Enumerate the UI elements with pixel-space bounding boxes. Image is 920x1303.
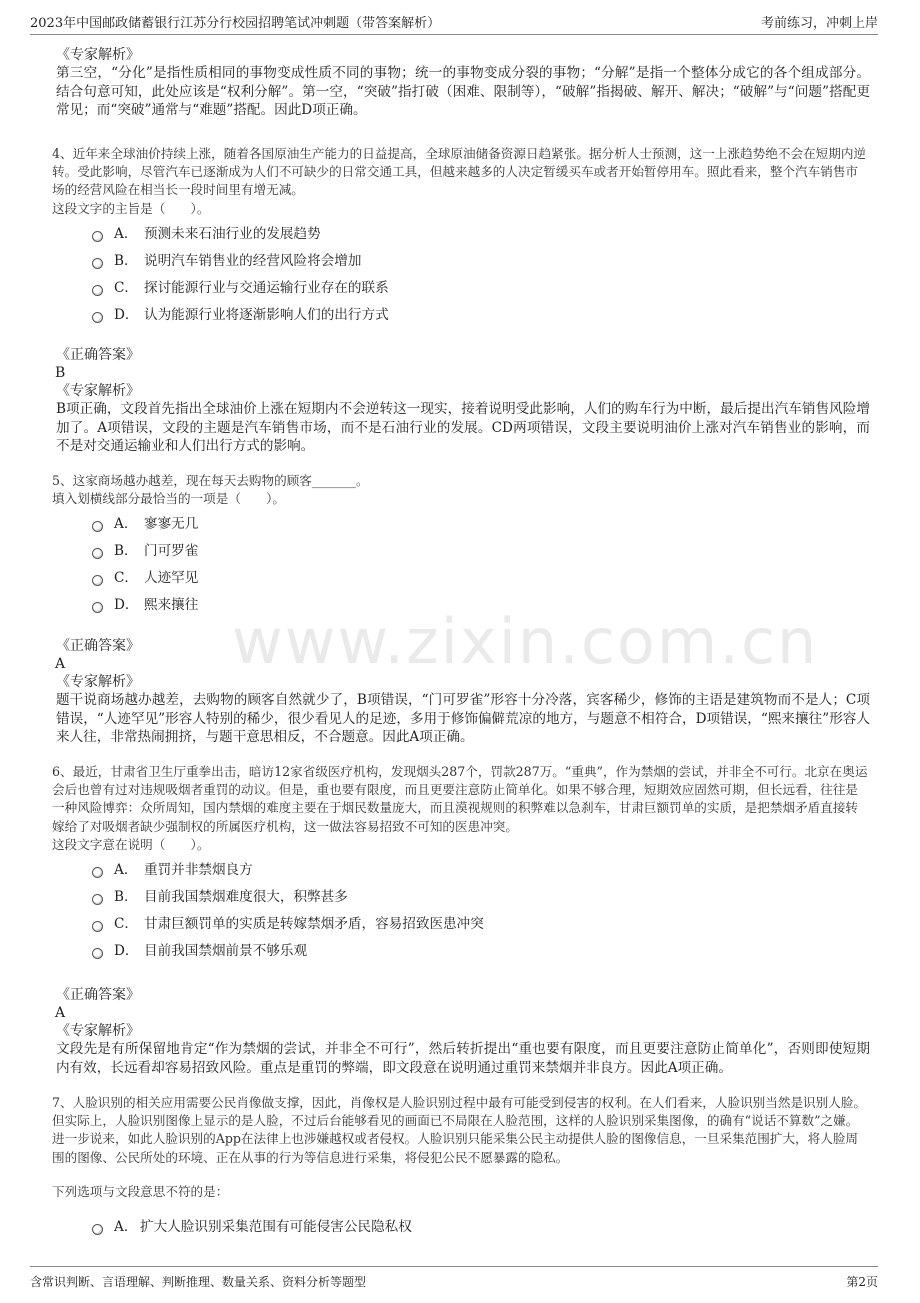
question-prompt: 这段文字意在说明（ ）。: [52, 836, 210, 852]
question-7: [52, 1094, 870, 1244]
question-6-answer: [52, 986, 870, 1077]
option-c[interactable]: [52, 278, 870, 305]
option-letter: A．: [114, 1218, 138, 1235]
radio-icon[interactable]: [92, 948, 103, 959]
option-letter: D．: [114, 597, 139, 614]
answer-value: A: [55, 1005, 66, 1021]
option-b[interactable]: [52, 887, 870, 914]
option-text: 说明汽车销售业的经营风险将会增加: [144, 252, 362, 269]
option-a[interactable]: [52, 224, 870, 251]
option-c[interactable]: [52, 914, 870, 941]
answer-label: 《正确答案》: [56, 347, 140, 363]
analysis-text: 题干说商场越办越差，去购物的顾客自然就少了，B项错误，“门可罗雀”形容十分冷落，宾客稀少，修饰的主语是建筑物而不是人；C项错误，“人迹罕见”形容人特别的稀少，很少看见人的足迹，多用于修饰偏僻荒凉的地方，与题意不相符合，D项错误，“熙来攘往”形容人来人往，非常热闹拥挤，与题干意思相反，不合题意。因此A项正确。: [56, 692, 870, 745]
option-text: 人迹罕见: [144, 570, 199, 587]
question-text: 7、人脸识别的相关应用需要公民肖像做支撑，因此，肖像权是人脸识别过程中最有可能受到侵害的权利。在人们看来，人脸识别当然是识别人脸。但实际上，人脸识别图像上显示的是人脸，不过后台能够看见的画面已不局限在人脸范围，这样的人脸识别采集图像，的确有“说话不算数”之嫌。进一步说来，如此人脸识别的App在法律上也涉嫌越权或者侵权。人脸识别只能采集公民主动提供人脸的图像信息，一旦采集范围扩大，将人脸周围的图像、公民所处的环境、正在从事的行为等信息进行采集，将侵犯公民不愿暴露的隐私。: [52, 1095, 867, 1165]
analysis-text: 第三空，“分化”是指性质相同的事物变成性质不同的事物；统一的事物变成分裂的事物；“分解”是指一个整体分成它的各个组成部分。结合句意可知，此处应该是“权利分解”。第一空，“突破”指打破（困难、限制等），“破解”指揭破、解开、解决；“破解”与“问题”搭配更常见；而“突破”通常与“难题”搭配。因此D项正确。: [56, 65, 870, 118]
option-text: 扩大人脸识别采集范围有可能侵害公民隐私权: [140, 1218, 412, 1235]
radio-icon[interactable]: [92, 602, 103, 613]
radio-icon[interactable]: [92, 258, 103, 269]
question-prompt: 下列选项与文段意思不符的是：: [52, 1183, 229, 1199]
option-a[interactable]: [52, 1217, 870, 1244]
option-letter: A．: [114, 861, 138, 878]
question-6: [52, 763, 870, 968]
radio-icon[interactable]: [92, 231, 103, 242]
option-letter: A．: [114, 225, 138, 242]
options-list: [52, 860, 870, 968]
analysis-label: 《专家解析》: [56, 674, 140, 690]
option-text: 目前我国禁烟前景不够乐观: [144, 942, 308, 959]
radio-icon[interactable]: [92, 548, 103, 559]
option-text: 熙来攘往: [144, 597, 199, 614]
option-b[interactable]: [52, 251, 870, 278]
watermark: www.zixin.com.cn: [232, 605, 819, 678]
question-5-answer: [52, 637, 870, 747]
answer-value: A: [55, 656, 66, 672]
option-letter: A．: [114, 516, 138, 533]
option-text: 预测未来石油行业的发展趋势: [144, 225, 321, 242]
option-d[interactable]: [52, 595, 870, 622]
question-text: 4、近年来全球油价持续上涨，随着各国原油生产能力的日益提高，全球原油储备资源日趋紧张。据分析人士预测，这一上涨趋势绝不会在短期内逆转。受此影响，尽管汽车已逐渐成为人们不可缺少的日常交通工具，但越来越多的人决定暂缓买车或者开始暂停用车。照此看来，整个汽车销售市场的经营风险在相当长一段时间里有增无减。: [52, 146, 867, 198]
document-title: 2023年中国邮政储蓄银行江苏分行校园招聘笔试冲刺题（带答案解析）: [30, 16, 441, 31]
option-b[interactable]: [52, 541, 870, 568]
option-text: 寥寥无几: [144, 516, 199, 533]
q3-analysis-section: [52, 46, 870, 120]
radio-icon[interactable]: [92, 921, 103, 932]
option-letter: B．: [114, 252, 138, 269]
options-list: [52, 224, 870, 332]
page-header: [30, 0, 878, 35]
radio-icon[interactable]: [92, 867, 103, 878]
option-text: 重罚并非禁烟良方: [144, 861, 253, 878]
question-prompt: 这段文字的主旨是（ ）。: [52, 200, 210, 216]
option-c[interactable]: [52, 568, 870, 595]
options-list: [52, 514, 870, 622]
analysis-text: B项正确，文段首先指出全球油价上涨在短期内不会逆转这一现实，接着说明受此影响，人们的购车行为中断，最后提出汽车销售风险增加了。A项错误，文段的主题是汽车销售市场，而不是石油行业的发展。CD两项错误，文段主要说明油价上涨对汽车销售业的影响，而不是对交通运输业和人们出行方式的影响。: [56, 401, 870, 454]
option-text: 探讨能源行业与交通运输行业存在的联系: [144, 279, 389, 296]
option-text: 门可罗雀: [144, 543, 199, 560]
option-letter: D．: [114, 306, 139, 323]
question-prompt: 填入划横线部分最恰当的一项是（ ）。: [52, 491, 285, 507]
question-4-answer: [52, 346, 870, 456]
footer-categories: 含常识判断、言语理解、判断推理、数量关系、资料分析等题型: [30, 1275, 367, 1289]
option-letter: C．: [114, 570, 138, 587]
options-list: [52, 1217, 870, 1244]
option-letter: B．: [114, 888, 138, 905]
option-d[interactable]: [52, 305, 870, 332]
analysis-text: 文段先是有所保留地肯定“作为禁烟的尝试，并非全不可行”，然后转折提出“重也要有限度，而且更要注意防止简单化”，否则即使短期内有效，长远看却容易招致风险。重点是重罚的弊端，即文段意在说明通过重罚来禁烟并非良方。因此A项正确。: [56, 1041, 870, 1076]
option-letter: D．: [114, 942, 139, 959]
page-footer: [30, 1266, 878, 1303]
option-text: 甘肃巨额罚单的实质是转嫁禁烟矛盾，容易招致医患冲突: [144, 915, 484, 932]
question-5: [52, 472, 870, 622]
question-text: 6、最近，甘肃省卫生厅重拳出击，暗访12家省级医疗机构，发现烟头287个，罚款287万。“重典”，作为禁烟的尝试，并非全不可行。北京在奥运会后也曾有过对违规吸烟者重罚的动议。但是，重也要有限度，而且更要注意防止简单化。如果不够合理，短期效应固然可期，但长远看，往往是一种风险博弈：众所周知，国内禁烟的难度主要在于烟民数量庞大，而且漠视规则的积弊难以急刹车，甘肃巨额罚单的实质，是把禁烟矛盾直接转嫁给了对吸烟者缺少强制权的所属医疗机构，这一做法容易招致不可知的医患冲突。: [52, 764, 868, 834]
option-letter: B．: [114, 543, 138, 560]
option-d[interactable]: [52, 941, 870, 968]
question-4: [52, 145, 870, 332]
radio-icon[interactable]: [92, 521, 103, 532]
option-a[interactable]: [52, 860, 870, 887]
radio-icon[interactable]: [92, 312, 103, 323]
option-text: 认为能源行业将逐渐影响人们的出行方式: [144, 306, 389, 323]
analysis-label: 《专家解析》: [56, 383, 140, 399]
answer-label: 《正确答案》: [56, 987, 140, 1003]
option-letter: C．: [114, 279, 138, 296]
header-slogan: 考前练习，冲刺上岸: [760, 16, 878, 31]
answer-label: 《正确答案》: [56, 638, 140, 654]
radio-icon[interactable]: [92, 894, 103, 905]
radio-icon[interactable]: [92, 285, 103, 296]
question-text: 5、这家商场越办越差，现在每天去购物的顾客_______。: [52, 473, 369, 488]
analysis-label: 《专家解析》: [56, 1023, 140, 1039]
page-number: 第2页: [846, 1275, 878, 1289]
option-letter: C．: [114, 915, 138, 932]
radio-icon[interactable]: [92, 1224, 103, 1235]
option-a[interactable]: [52, 514, 870, 541]
radio-icon[interactable]: [92, 575, 103, 586]
analysis-label: 《专家解析》: [56, 47, 140, 63]
option-text: 目前我国禁烟难度很大，积弊甚多: [144, 888, 348, 905]
answer-value: B: [55, 365, 66, 381]
